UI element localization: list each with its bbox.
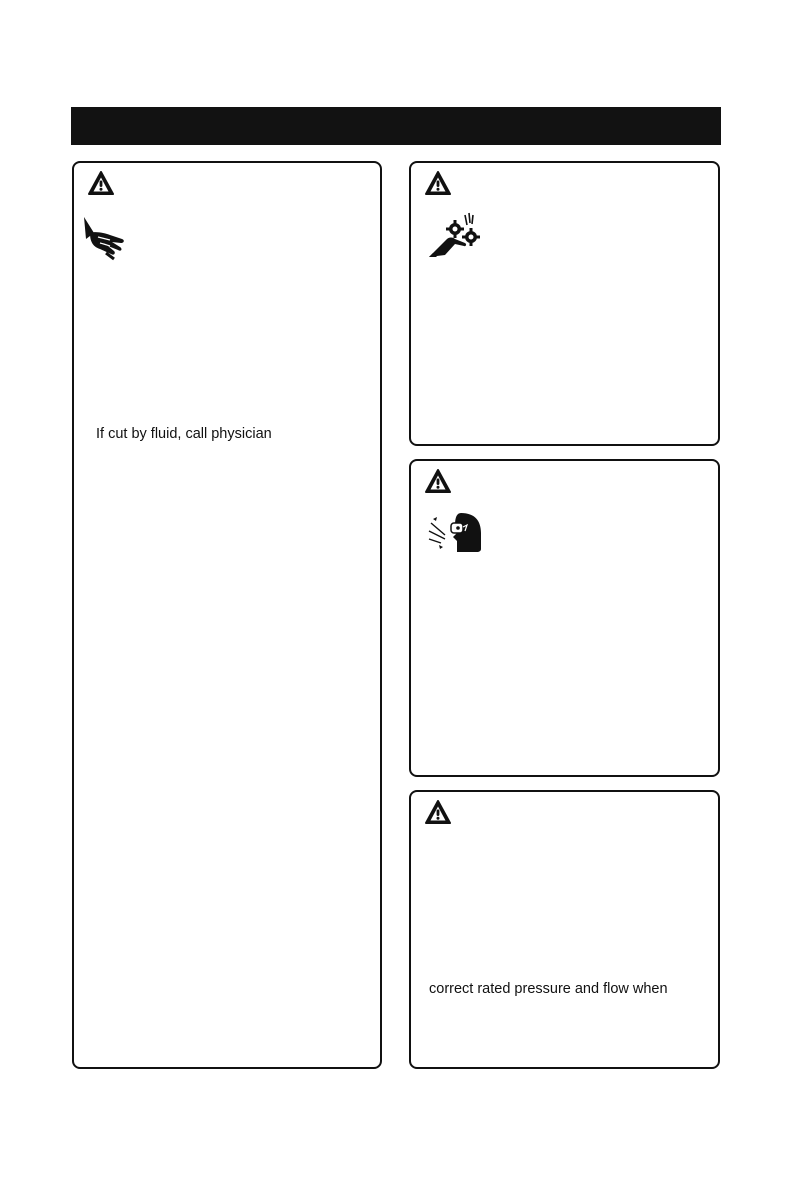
section-header-bar — [71, 107, 721, 145]
moving-parts-hand-icon — [427, 211, 483, 261]
fluid-injection-warning-panel — [72, 161, 382, 1069]
warning-triangle-icon — [425, 800, 451, 824]
moving-parts-warning-panel — [409, 161, 720, 446]
warning-triangle-icon — [425, 469, 451, 493]
fluid-injection-instruction-text: If cut by fluid, call physician — [96, 426, 272, 442]
warning-triangle-icon — [425, 171, 451, 195]
fluid-injection-hand-icon — [80, 213, 128, 261]
eye-protection-warning-panel — [409, 459, 720, 777]
pressure-instruction-text: correct rated pressure and flow when — [429, 981, 668, 997]
pressure-warning-panel — [409, 790, 720, 1069]
eye-protection-face-icon — [427, 511, 483, 553]
warning-triangle-icon — [88, 171, 114, 195]
